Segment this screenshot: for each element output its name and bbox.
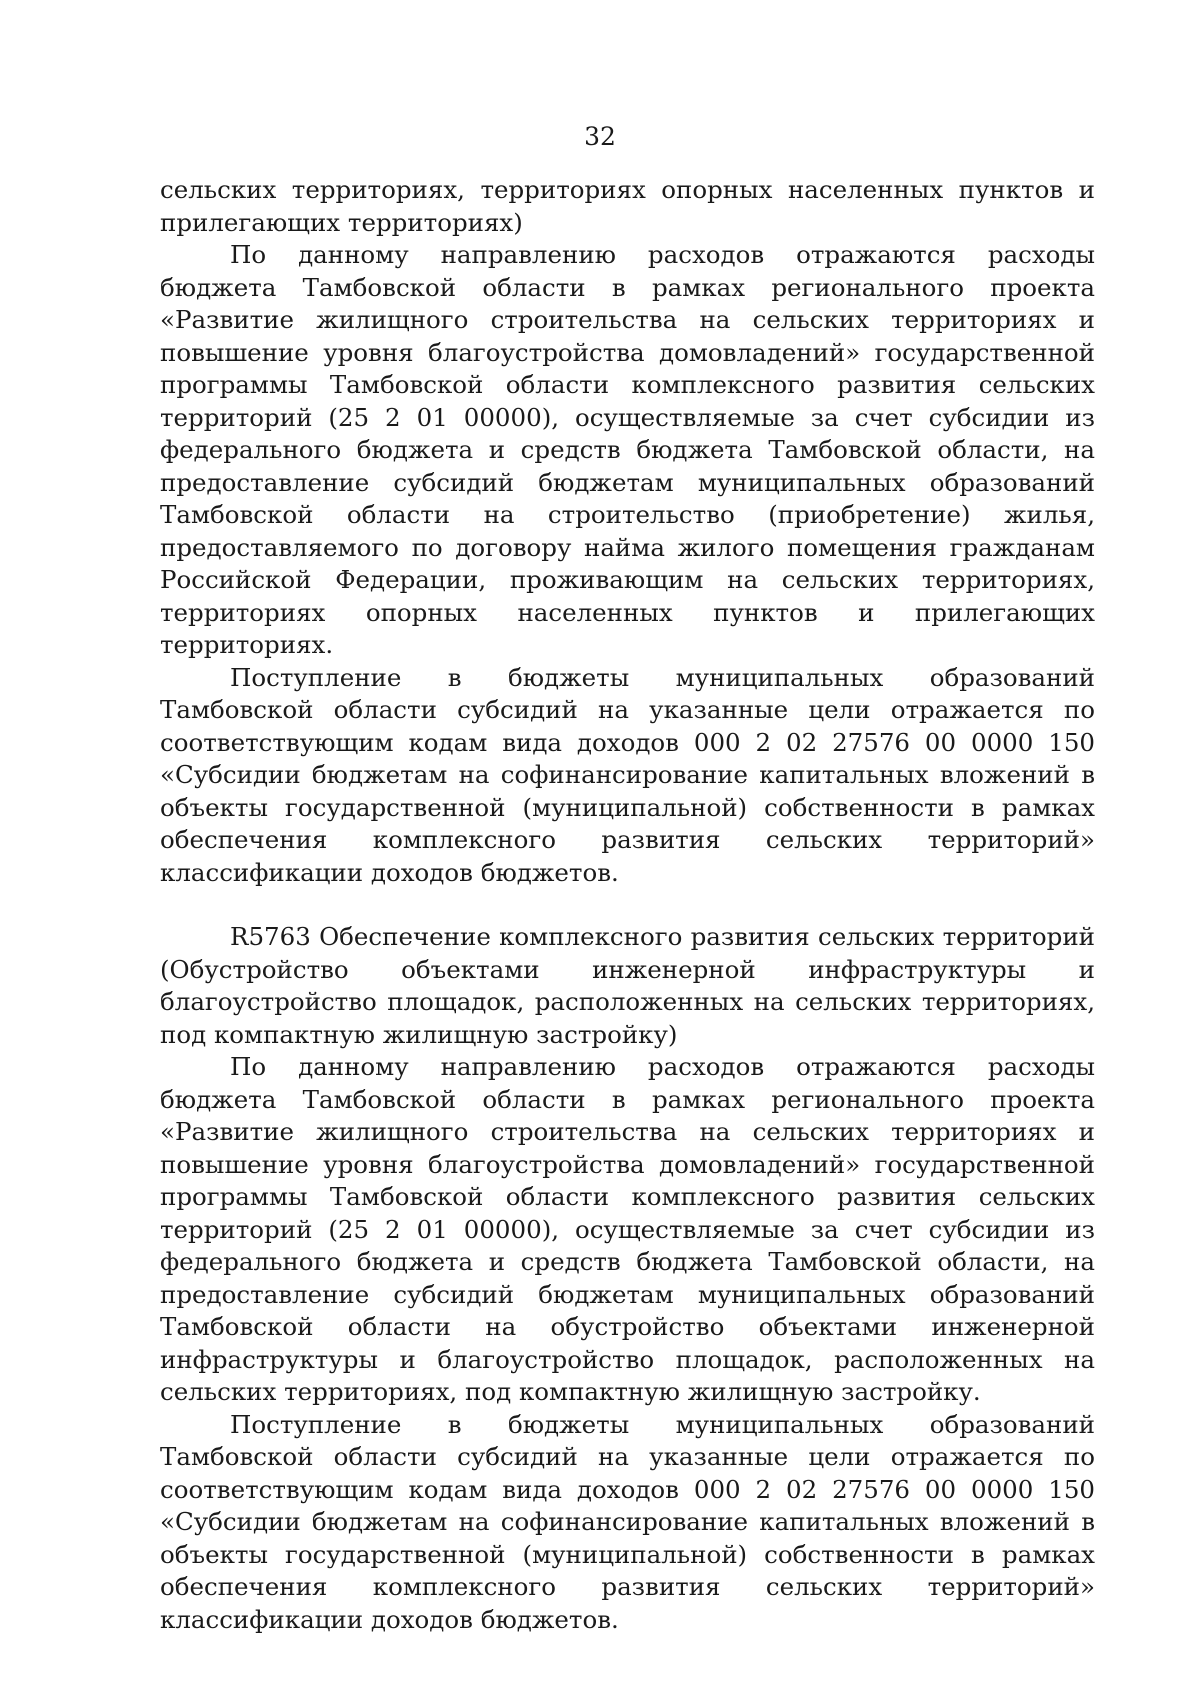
document-body	[160, 174, 1095, 1636]
paragraph-heading-continuation: сельских территориях, территориях опорных населенных пунктов и прилегающих территориях)	[160, 175, 1095, 237]
paragraph-section-heading-r5763: R5763 Обеспечение комплексного развития сельских территорий (Обустройство объектами инженерной инфраструктуры и благоустройство площадок, расположенных на сельских территориях, под компактную жилищную застройку)	[160, 922, 1095, 1049]
paragraph-income-classification: Поступление в бюджеты муниципальных образований Тамбовской области субсидий на указанные цели отражается по соответствующим кодам вида доходов 000 2 02 27576 00 0000 150 «Субсидии бюджетам на софинансирование капитальных вложений в объекты государственной (муниципальной) собственности в рамках обеспечения комплексного развития сельских территорий» классификации доходов бюджетов.	[160, 662, 1095, 887]
page-number: 32	[584, 122, 616, 151]
paragraph-expense-description: По данному направлению расходов отражаются расходы бюджета Тамбовской области в рамках регионального проекта «Развитие жилищного строительства на сельских территориях и повышение уровня благоустройства домовладений» государственной программы Тамбовской области комплексного развития сельских территорий (25 2 01 00000), осуществляемые за счет субсидии из федерального бюджета и средств бюджета Тамбовской области, на предоставление субсидий бюджетам муниципальных образований Тамбовской области на строительство (приобретение) жилья, предоставляемого по договору найма жилого помещения гражданам Российской Федерации, проживающим на сельских территориях, территориях опорных населенных пунктов и прилегающих территориях.	[160, 240, 1095, 659]
paragraph-income-classification: Поступление в бюджеты муниципальных образований Тамбовской области субсидий на указанные цели отражается по соответствующим кодам вида доходов 000 2 02 27576 00 0000 150 «Субсидии бюджетам на софинансирование капитальных вложений в объекты государственной (муниципальной) собственности в рамках обеспечения комплексного развития сельских территорий» классификации доходов бюджетов.	[160, 1409, 1095, 1634]
paragraph-expense-description: По данному направлению расходов отражаются расходы бюджета Тамбовской области в рамках регионального проекта «Развитие жилищного строительства на сельских территориях и повышение уровня благоустройства домовладений» государственной программы Тамбовской области комплексного развития сельских территорий (25 2 01 00000), осуществляемые за счет субсидии из федерального бюджета и средств бюджета Тамбовской области, на предоставление субсидий бюджетам муниципальных образований Тамбовской области на обустройство объектами инженерной инфраструктуры и благоустройство площадок, расположенных на сельских территориях, под компактную жилищную застройку.	[160, 1052, 1095, 1406]
